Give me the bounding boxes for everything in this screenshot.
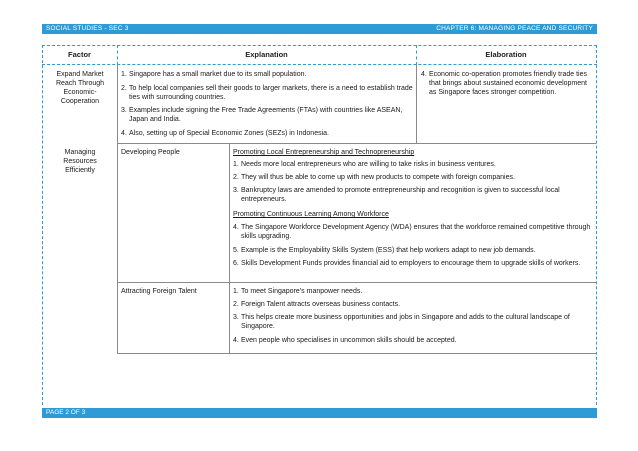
column-header-explanation: Explanation [245,50,288,59]
section-heading-entrepreneurship: Promoting Local Entrepreneurship and Technopreneurship [233,149,415,156]
list-item [233,160,593,169]
item-number: 1. [233,288,239,295]
chapter-label: CHAPTER 6: MANAGING PEACE AND SECURITY [436,25,593,32]
item-number: 3. [121,107,127,114]
item-number: 1. [233,161,239,168]
list-item [121,106,413,124]
section-heading-continuous-learning: Promoting Continuous Learning Among Workforce [233,211,389,218]
header-bottom-border [42,64,597,65]
list-item [233,287,593,296]
item-number: 4. [233,337,239,344]
item-text: Needs more local entrepreneurs who are willing to take risks in business ventures. [241,161,496,168]
item-text: To help local companies sell their goods to larger markets, there is a need to establish trade ties with surrounding countries. [129,85,413,101]
item-number: 3. [233,314,239,321]
sub-factor-foreign-talent: Attracting Foreign Talent [121,288,197,295]
item-text: Singapore has a small market due to its small population. [129,71,307,78]
item-text: Economic co-operation promotes friendly trade ties that brings about sustained economic development as Singapore faces stronger competition. [429,71,587,96]
item-number: 1. [121,71,127,78]
list-item [121,129,413,138]
page-number: PAGE 2 OF 3 [46,409,86,416]
page-footer-bar [42,408,597,418]
row-rule-2 [117,282,596,283]
item-text: Bankruptcy laws are amended to promote entrepreneurship and recognition is given to successful local entrepreneurs. [241,187,560,203]
list-item [233,300,593,309]
item-number: 2. [233,174,239,181]
item-text: Even people who specialises in uncommon skills should be accepted. [241,337,457,344]
table-top-border [42,45,597,46]
column-header-factor: Factor [68,50,91,59]
factor-managing-resources: Managing Resources Efficiently [63,149,97,174]
list-item [233,223,593,241]
list-item [233,313,593,331]
subject-label: SOCIAL STUDIES - SEC 3 [46,25,129,32]
item-number: 2. [233,301,239,308]
row-rule-1 [117,143,596,144]
item-number: 4. [421,71,427,78]
item-number: 3. [233,187,239,194]
item-text: Foreign Talent attracts overseas business contacts. [241,301,401,308]
item-text: Example is the Employability Skills System (ESS) that help workers adapt to new job demands. [241,247,536,254]
factor-expand-market: Expand Market Reach Through Economic-Cooperation [55,71,105,105]
row-rule-3 [117,353,596,354]
table-left-border [42,45,43,405]
list-item [233,259,593,268]
item-number: 4. [233,224,239,231]
list-item [233,336,593,345]
list-item [121,70,413,79]
column-rule-elaboration [416,64,417,143]
item-text: The Singapore Workforce Development Agency (WDA) ensures that the workforce remained competitive through skills upgrading. [241,224,591,240]
item-number: 2. [121,85,127,92]
item-text: Skills Development Funds provides financial aid to employers to encourage them to upgrade skills of workers. [241,260,581,267]
column-header-elaboration: Elaboration [485,50,527,59]
column-rule-factor [117,64,118,354]
table-right-border [596,45,597,405]
column-rule-sub [229,143,230,354]
item-text: Also, setting up of Special Economic Zones (SEZs) in Indonesia. [129,130,329,137]
list-item [233,173,593,182]
item-number: 5. [233,247,239,254]
item-text: To meet Singapore’s manpower needs. [241,288,363,295]
list-item [233,186,593,204]
list-item [233,246,593,255]
elaboration-item [421,70,591,97]
sub-factor-developing-people: Developing People [121,149,180,156]
list-item [121,84,413,102]
item-text: They will thus be able to come up with new products to compete with foreign companies. [241,174,515,181]
page-header-bar [42,24,597,34]
item-text: Examples include signing the Free Trade Agreements (FTAs) with countries like ASEAN, Japan and India. [129,107,403,123]
item-number: 4. [121,130,127,137]
item-text: This helps create more business opportunities and jobs in Singapore and adds to the cultural landscape of Singapore. [241,314,570,330]
item-number: 6. [233,260,239,267]
